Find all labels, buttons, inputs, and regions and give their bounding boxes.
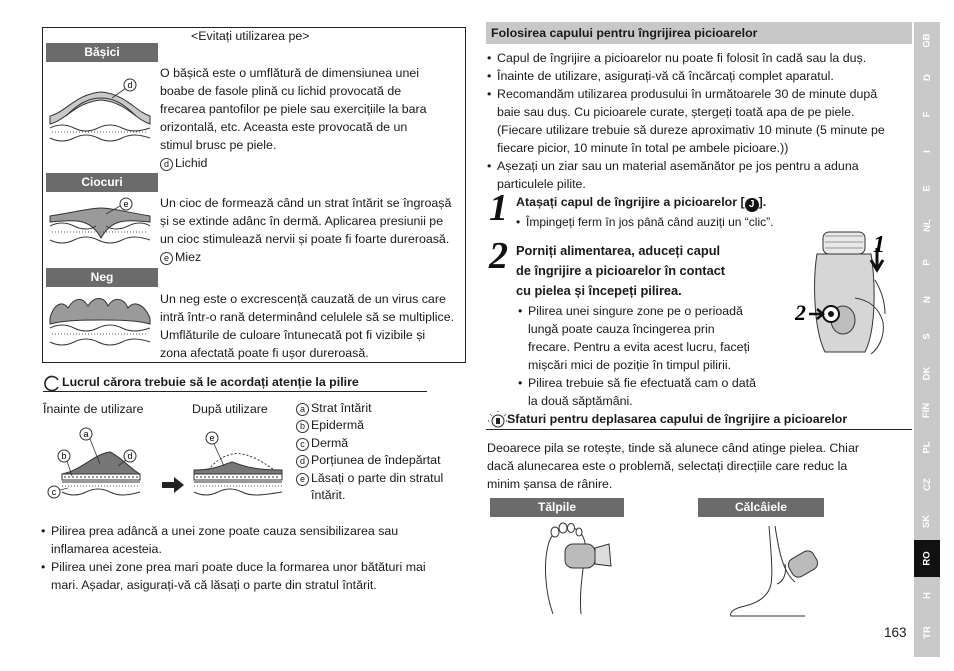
tab-tr[interactable]: TR	[921, 626, 933, 639]
step-2-bullets	[518, 302, 788, 410]
step-1-sub	[516, 213, 773, 231]
page-number: 163	[884, 625, 907, 640]
soles-tag: Tălpile	[490, 498, 624, 517]
heels-illustration	[725, 522, 825, 618]
corns-tag: Ciocuri	[46, 173, 158, 192]
warts-text: Un neg este o excrescență cauzată de un virus care intră într-o rană determinând celulele să se multiplice. Umflăturile de culoare întunecată pot fi vizibile și zona afectată poate fi ușor dureroasă.	[160, 292, 455, 360]
tab-p[interactable]: P	[921, 259, 933, 266]
left-warnings	[41, 522, 461, 594]
tab-nl[interactable]: NL	[921, 219, 933, 232]
list-item: • Pilirea unei zone prea mari poate duce la formarea unor bătături mai mari. Așadar, asigurați-vă că lăsați o parte din stratul întărit.	[41, 558, 461, 594]
list-item: • Recomandăm utilizarea produsului în următoarele 30 de minute după baie sau duș. Cu picioarele curate, ștergeți toată apa de pe piele. (Fiecare utilizare trebuie să dureze aproximativ 10 minute (5 minute pe fiecare picior, 10 minute în total pe ambele picioare.))	[487, 85, 912, 157]
tab-h[interactable]: H	[921, 592, 933, 599]
svg-text:e: e	[209, 433, 215, 443]
tips-heading: Sfaturi pentru deplasarea capului de îngrijire a picioarelor	[507, 412, 848, 426]
tab-s[interactable]: S	[921, 333, 933, 340]
warts-tag: Neg	[46, 268, 158, 287]
tab-fin[interactable]: FIN	[921, 402, 933, 419]
attention-underline	[43, 391, 427, 392]
attention-heading: Lucrul cărora trebuie să le acordați atenție la pilire	[62, 375, 359, 389]
before-diagram	[42, 424, 152, 504]
tab-e[interactable]: E	[921, 185, 933, 192]
tips-text: Deoarece pila se rotește, tinde să alunece când atinge pielea. Chiar dacă alunecarea este o problemă, selectați direcțiile care reduc la minim șansa de rânire.	[487, 441, 859, 491]
blister-illustration	[46, 76, 154, 156]
tab-f[interactable]: F	[921, 111, 933, 118]
blister-label-d: d	[127, 80, 133, 90]
corn-illustration	[46, 194, 154, 260]
wart-illustration	[46, 290, 154, 356]
soles-illustration	[535, 522, 615, 618]
list-item: • Împingeți ferm în jos până când auziți un “clic”.	[516, 213, 773, 231]
step-2-number: 2	[489, 235, 508, 277]
section-header: Folosirea capului pentru îngrijirea picioarelor	[486, 22, 912, 44]
arrow-right-icon	[160, 476, 186, 494]
after-label: După utilizare	[192, 402, 268, 416]
tab-n[interactable]: N	[921, 296, 933, 303]
list-item: • Înainte de utilizare, asigurați-vă că încărcați complet aparatul.	[487, 67, 912, 85]
tips-underline	[486, 429, 912, 430]
list-item: • Pilirea unei singure zone pe o perioadă lungă poate cauza încingerea prin frecare. Pentru a evita acest lucru, faceți mișcări mici de poziție în timpul pilirii.	[518, 302, 788, 374]
list-item: • Așezați un ziar sau un material asemănător pe jos pentru a aduna particulele pilite.	[487, 157, 912, 193]
tab-dk[interactable]: DK	[921, 366, 933, 381]
diagram-legend: a Strat întărit b Epidermă c Dermă d Porțiunea de îndepărtat e Lăsați o parte din stratul întărit.	[296, 400, 443, 504]
tab-pl[interactable]: PL	[921, 441, 933, 454]
step-1-title: Atașați capul de îngrijire a picioarelor [ J ].	[516, 195, 767, 210]
before-label: Înainte de utilizare	[43, 402, 144, 416]
tab-gb[interactable]: GB	[921, 33, 933, 48]
corns-text: Un cioc de formează când un strat întărit se îngroașă și se extinde adânc în dermă. Aplicarea presiunii pe un cioc stimulează nervii și poate fi foarte dureroasă. e Miez	[160, 196, 452, 264]
tab-sk[interactable]: SK	[921, 514, 933, 529]
after-diagram	[192, 424, 288, 504]
device-label-1: 1	[873, 232, 885, 258]
step-1-number: 1	[489, 187, 508, 229]
device-label-2: 2	[795, 300, 806, 325]
tab-ro[interactable]: RO	[914, 540, 940, 577]
svg-text:c: c	[51, 487, 57, 497]
attachment-j-icon: J	[745, 198, 759, 212]
heels-tag: Călcâiele	[698, 498, 824, 517]
attention-icon	[43, 375, 61, 391]
svg-text:d: d	[127, 451, 133, 461]
tab-d[interactable]: D	[921, 74, 933, 81]
intro-bullets	[487, 49, 912, 193]
tab-cz[interactable]: CZ	[921, 478, 933, 491]
step-2-title: Porniți alimentarea, aduceți capul de îngrijire a picioarelor în contact cu pielea și începeți pilirea.	[516, 243, 726, 298]
corn-label-e: e	[123, 199, 129, 209]
blisters-tag: Bășici	[46, 43, 158, 62]
list-item: • Pilirea trebuie să fie efectuată cam o dată la două săptămâni.	[518, 374, 788, 410]
blisters-text: O bășică este o umflătură de dimensiunea unei boabe de fasole plină cu lichid provocată de frecarea pantofilor pe piele sau exercițiile la bara orizontală, etc. Aceasta este provocată de un stimul brusc pe piele. d Lichid	[160, 66, 427, 170]
list-item: • Capul de îngrijire a picioarelor nu poate fi folosit în cadă sau la duș.	[487, 49, 912, 67]
svg-text:a: a	[83, 429, 89, 439]
language-sidebar	[914, 22, 940, 657]
tab-i[interactable]: I	[921, 150, 933, 153]
device-illustration	[795, 228, 900, 360]
svg-text:b: b	[61, 451, 67, 461]
avoid-caption: <Evitați utilizarea pe>	[191, 29, 310, 43]
list-item: • Pilirea prea adâncă a unei zone poate cauza sensibilizarea sau inflamarea acesteia.	[41, 522, 461, 558]
